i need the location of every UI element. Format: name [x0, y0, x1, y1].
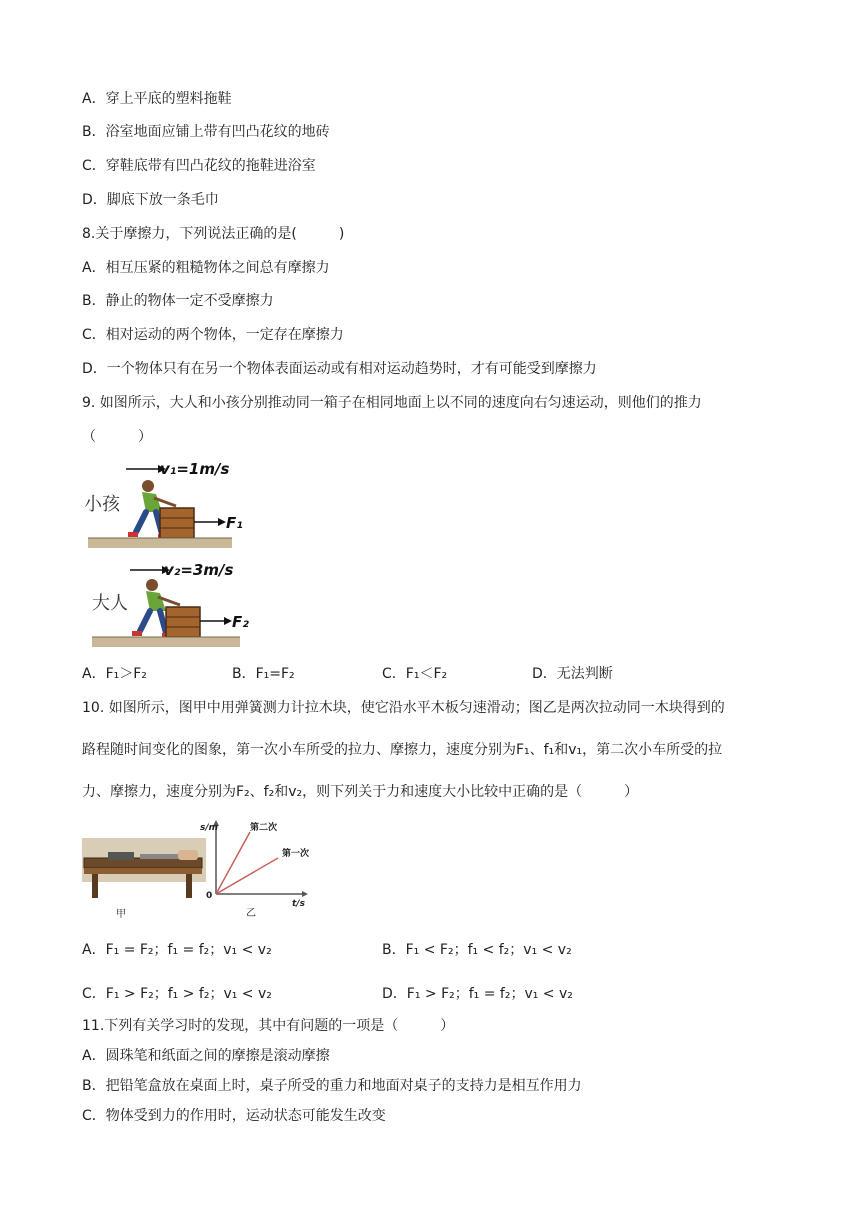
q10-figure-jia [82, 820, 208, 920]
q10-option-b: B．F₁ < F₂；f₁ < f₂；v₁ < v₂ [382, 942, 572, 958]
q11-option-c: C．物体受到力的作用时，运动状态可能发生改变 [82, 1108, 386, 1124]
wooden-box-icon [160, 508, 194, 538]
q9-option-c: C．F₁＜F₂ [382, 666, 448, 682]
graph-origin: 0 [206, 891, 213, 901]
graph-label-second: 第二次 [250, 823, 278, 833]
q9-stem: 9. 如图所示，大人和小孩分别推动同一箱子在相同地面上以不同的速度向右匀速运动，则他们的推力 [82, 395, 702, 411]
q8-option-b: B．静止的物体一定不受摩擦力 [82, 293, 274, 309]
graph-y-label: s/m [200, 823, 219, 833]
fig-adult-label: 大人 [92, 593, 128, 614]
q11-stem: 11.下列有关学习时的发现，其中有问题的一项是（ ） [82, 1018, 455, 1034]
q11-option-a: A．圆珠笔和纸面之间的摩擦是滚动摩擦 [82, 1048, 330, 1064]
q9-option-a: A．F₁＞F₂ [82, 666, 147, 682]
q9-option-d: D．无法判断 [532, 666, 613, 682]
fig-child-force: F₁ [226, 514, 243, 532]
graph-x-label: t/s [292, 899, 305, 909]
q8-option-c: C．相对运动的两个物体，一定存在摩擦力 [82, 327, 344, 343]
q10-option-d: D．F₁ > F₂；f₁ = f₂；v₁ < v₂ [382, 986, 573, 1002]
wooden-box-icon [166, 607, 200, 637]
q10-stem-line1: 10. 如图所示，图甲中用弹簧测力计拉木块，使它沿水平木板匀速滑动；图乙是两次拉动同一木块得到的 [82, 700, 725, 716]
q10-stem-line2: 路程随时间变化的图象，第一次小车所受的拉力、摩擦力，速度分别为F₁、f₁和v₁，第二次小车所受的拉 [82, 742, 723, 758]
q7-option-d: D．脚底下放一条毛巾 [82, 192, 219, 208]
fig-child-velocity: v₁=1m/s [160, 460, 230, 478]
fig-child-label: 小孩 [84, 494, 120, 515]
graph-label-first: 第一次 [282, 849, 310, 859]
q10-option-c: C．F₁ > F₂；f₁ > f₂；v₁ < v₂ [82, 986, 272, 1002]
q8-stem: 8.关于摩擦力，下列说法正确的是( ) [82, 226, 345, 242]
q9-stem-continued: （ ） [82, 429, 152, 445]
q7-option-b: B．浴室地面应铺上带有凹凸花纹的地砖 [82, 124, 330, 140]
q7-option-a: A．穿上平底的塑料拖鞋 [82, 91, 232, 107]
fig-adult-velocity: v₂=3m/s [164, 561, 234, 579]
fig-jia-label: 甲 [116, 909, 126, 920]
q7-option-c: C．穿鞋底带有凹凸花纹的拖鞋进浴室 [82, 158, 316, 174]
q8-option-d: D．一个物体只有在另一个物体表面运动或有相对运动趋势时，才有可能受到摩擦力 [82, 361, 597, 377]
q9-figure-child [84, 460, 244, 552]
q10-figure-yi-graph [200, 818, 318, 918]
fig-adult-force: F₂ [232, 613, 249, 631]
q10-stem-line3: 力、摩擦力，速度分别为F₂、f₂和v₂，则下列关于力和速度大小比较中正确的是（ ） [82, 784, 639, 800]
fig-yi-label: 乙 [246, 908, 256, 918]
q8-option-a: A．相互压紧的粗糙物体之间总有摩擦力 [82, 260, 330, 276]
q11-option-b: B．把铅笔盒放在桌面上时，桌子所受的重力和地面对桌子的支持力是相互作用力 [82, 1078, 582, 1094]
q9-option-b: B．F₁=F₂ [232, 666, 295, 682]
q9-figure-adult [84, 561, 254, 653]
q10-option-a: A．F₁ = F₂；f₁ = f₂；v₁ < v₂ [82, 942, 272, 958]
